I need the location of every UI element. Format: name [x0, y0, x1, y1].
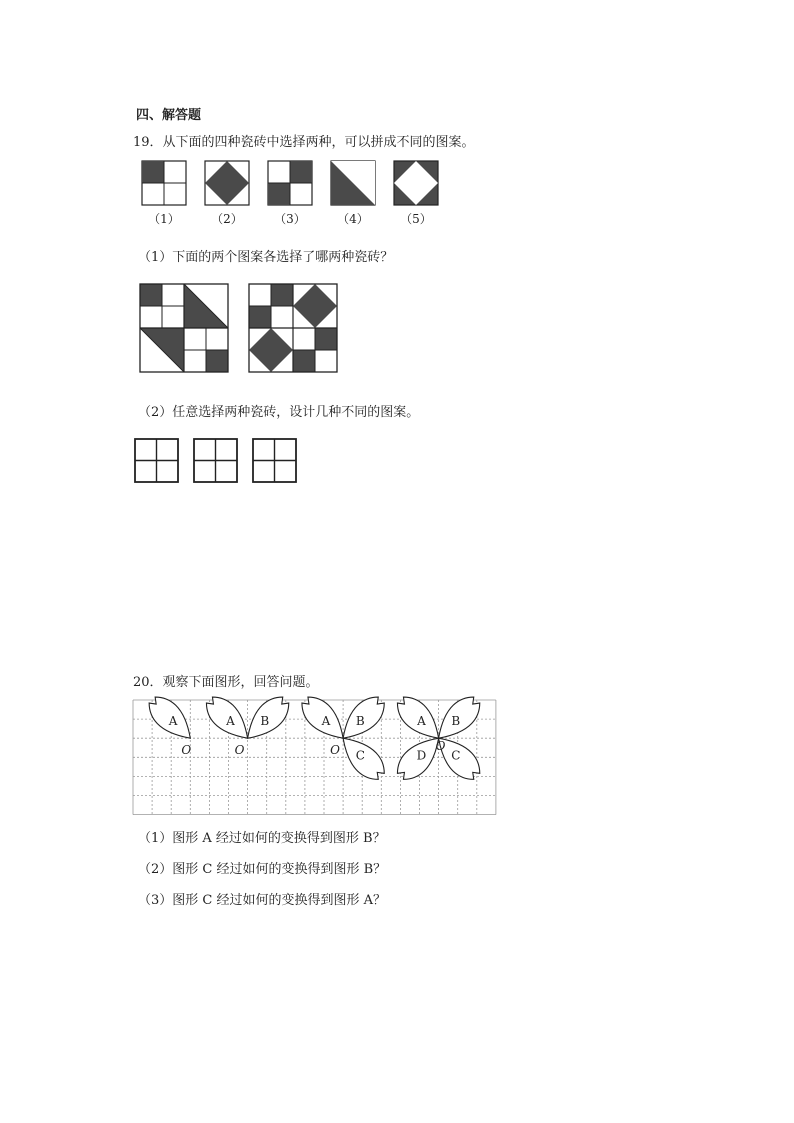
- section-title: 四、解答题: [136, 108, 202, 123]
- q19-stem: 19．从下面的四种瓷砖中选择两种，可以拼成不同的图案。: [133, 135, 475, 150]
- label-O: O: [435, 739, 446, 754]
- label-O: O: [234, 743, 245, 758]
- tile-label-4: （4）: [337, 212, 369, 226]
- q19-sub2: （2）任意选择两种瓷砖，设计几种不同的图案。: [138, 405, 420, 420]
- tile-label-1: （1）: [148, 212, 180, 226]
- label-B: B: [260, 714, 270, 729]
- label-D: D: [416, 748, 427, 763]
- label-B: B: [355, 714, 365, 729]
- label-B: B: [451, 714, 461, 729]
- label-A: A: [321, 714, 331, 729]
- tile-label-2: （2）: [211, 212, 243, 226]
- label-A: A: [168, 714, 178, 729]
- q20-sub3: （3）图形 C 经过如何的变换得到图形 A？: [138, 893, 387, 908]
- tile-label-5: （5）: [400, 212, 432, 226]
- label-A: A: [417, 714, 426, 729]
- q20-stem: 20．观察下面图形，回答问题。: [133, 675, 319, 690]
- label-O: O: [330, 743, 341, 758]
- q20-sub2: （2）图形 C 经过如何的变换得到图形 B？: [138, 862, 387, 877]
- q19-sub1: （1）下面的两个图案各选择了哪两种瓷砖？: [138, 250, 394, 265]
- label-O: O: [181, 743, 192, 758]
- label-C: C: [355, 748, 365, 763]
- label-C: C: [451, 748, 461, 763]
- q20-sub1: （1）图形 A 经过如何的变换得到图形 B？: [138, 831, 386, 846]
- tile-label-3: （3）: [274, 212, 306, 226]
- label-A: A: [226, 714, 235, 729]
